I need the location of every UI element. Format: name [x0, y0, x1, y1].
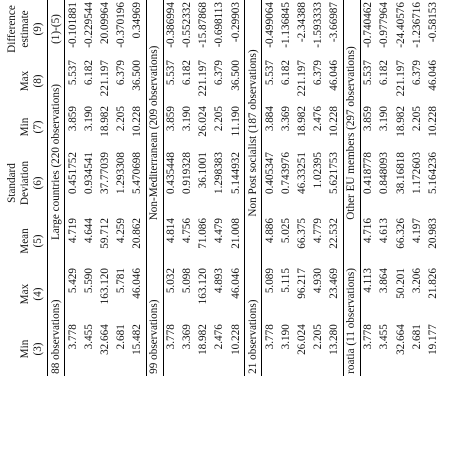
table-cell: 0.34969 — [131, 2, 143, 39]
table-cell: 18.982 — [98, 106, 111, 137]
table-cell: 66.326 — [394, 218, 407, 249]
table-row — [262, 0, 279, 376]
header-difference: Difference estimate — [0, 0, 31, 58]
section-header-row — [343, 0, 360, 376]
section-header-row — [48, 0, 65, 376]
table-row — [180, 0, 196, 376]
table-cell: -0.386994 — [165, 2, 178, 48]
table-cell: 38.16818 — [394, 152, 407, 194]
table-cell: 3.778 — [263, 324, 276, 350]
table-cell: 0.848093 — [378, 152, 391, 194]
section-header-row — [245, 0, 262, 376]
table-cell: 23.469 — [328, 268, 341, 299]
table-cell: 5.164236 — [426, 152, 439, 194]
table-cell: 20.983 — [426, 218, 439, 249]
section-right-label: Non-Mediterranean (209 observations) — [146, 0, 163, 266]
table-cell: -0.740462 — [362, 2, 375, 48]
colnum: (8) — [31, 58, 48, 104]
table-cell: 3.190 — [279, 324, 292, 350]
table-cell: 2.205 — [312, 324, 325, 350]
table-cell: 4.779 — [312, 218, 325, 244]
table-cell: 3.369 — [181, 324, 194, 350]
colnum: (6) — [31, 150, 48, 216]
table-row — [409, 0, 425, 376]
colnum: (9) — [31, 0, 48, 58]
table-cell: 4.886 — [263, 218, 276, 244]
table-cell: 4.716 — [362, 218, 375, 244]
table-cell: 21.008 — [229, 218, 242, 249]
table-cell: 10.228 — [328, 106, 341, 137]
table-cell: -15.87868 — [197, 2, 210, 48]
table-cell: 1.02395 — [312, 152, 325, 189]
table-cell: 26.024 — [197, 106, 210, 137]
table-cell: 6.182 — [378, 60, 391, 86]
table-cell: -0.229544 — [82, 2, 95, 48]
table-cell: 32.664 — [98, 324, 111, 355]
section-right-label: Non Post socialist (187 observations) — [245, 0, 262, 266]
table-cell: -1.236716 — [410, 2, 423, 48]
table-cell: -3.66987 — [328, 2, 341, 43]
table-cell: 2.681 — [410, 324, 423, 350]
table-cell: 5.781 — [114, 268, 127, 294]
table-cell: 19.177 — [426, 324, 439, 355]
table-cell: 3.884 — [263, 106, 276, 132]
table-cell: 6.379 — [312, 60, 325, 86]
table-cell: 36.1001 — [197, 152, 210, 189]
table-cell: 163.120 — [197, 268, 210, 305]
table-body — [48, 0, 442, 376]
section-left-label: 21 observations) — [245, 266, 262, 376]
table-cell: 5.115 — [279, 268, 292, 293]
table-cell: 4.613 — [378, 218, 391, 244]
table-row — [228, 0, 245, 376]
table-cell: -24.40576 — [394, 2, 407, 48]
table-cell: -0.101881 — [66, 2, 79, 48]
table-cell: 3.778 — [362, 324, 375, 350]
table-cell: 0.743976 — [279, 152, 292, 194]
table-row — [196, 0, 212, 376]
table-cell: 2.476 — [213, 324, 226, 350]
table-cell: 4.930 — [312, 268, 325, 294]
section-right-label: Other EU members (297 observations) — [343, 0, 360, 266]
header-sd: Standard Deviation — [0, 150, 31, 216]
table-cell: -1.136845 — [279, 2, 292, 48]
table-cell: 0.418778 — [362, 152, 375, 194]
table-cell: 10.228 — [131, 106, 143, 137]
section-header-row — [146, 0, 163, 376]
table-cell: 6.182 — [82, 60, 95, 86]
table-cell: -0.370196 — [114, 2, 127, 48]
table-cell: -1.593333 — [312, 2, 325, 48]
table-cell: 22.532 — [328, 218, 341, 249]
table-cell: 5.032 — [165, 268, 178, 294]
table-cell: 4.479 — [213, 218, 226, 244]
table-cell: 50.201 — [394, 268, 407, 299]
table-row — [81, 0, 97, 376]
table-cell: 6.182 — [181, 60, 194, 86]
table-cell: 4.197 — [410, 218, 423, 244]
table-cell: 221.197 — [394, 60, 407, 97]
table-cell: 3.859 — [66, 106, 79, 132]
table-cell: 5.098 — [181, 268, 194, 294]
colnum: (7) — [31, 104, 48, 150]
table-cell: 18.982 — [197, 324, 210, 355]
table-cell: 2.205 — [410, 106, 423, 132]
difference-sub-label: (1)-(5) — [48, 0, 65, 58]
table-cell: -0.977964 — [378, 2, 391, 48]
table-cell: 221.197 — [98, 60, 111, 97]
table-cell: 3.455 — [378, 324, 391, 350]
table-row — [65, 0, 82, 376]
table-cell: 0.919328 — [181, 152, 194, 194]
table-row — [97, 0, 113, 376]
table-cell: 0.435448 — [165, 152, 178, 194]
table-cell: 4.113 — [362, 268, 375, 293]
colnum: (4) — [31, 266, 48, 322]
header-max: Max — [0, 266, 31, 322]
header-min: Min — [0, 322, 31, 376]
header-mean: Mean — [0, 216, 31, 266]
table-cell: -0.58153 — [426, 2, 439, 43]
table-cell: 96.217 — [295, 268, 308, 299]
table-cell: 163.120 — [98, 268, 111, 305]
table-cell: 46.046 — [229, 268, 242, 299]
table-cell: 5.429 — [66, 268, 79, 294]
table-cell: 2.205 — [213, 106, 226, 132]
table-cell: 20.862 — [131, 218, 143, 249]
table-cell: 15.482 — [131, 324, 143, 355]
table-cell: 6.379 — [213, 60, 226, 86]
table-cell: 1.293308 — [114, 152, 127, 194]
table-row — [130, 0, 147, 376]
table-row — [360, 0, 377, 376]
table-cell: -0.499064 — [263, 2, 276, 48]
table-cell: 6.379 — [410, 60, 423, 86]
table-row — [393, 0, 409, 376]
table-cell: 5.025 — [279, 218, 292, 244]
table-cell: -0.698113 — [213, 2, 226, 48]
table-cell: 46.046 — [328, 60, 341, 91]
table-cell: 46.33251 — [295, 152, 308, 194]
table-cell: 66.375 — [295, 218, 308, 249]
header-max2: Max — [0, 58, 31, 104]
table-cell: 0.451752 — [66, 152, 79, 194]
table-cell: 18.982 — [295, 106, 308, 137]
table-cell: 4.719 — [66, 218, 79, 244]
table-cell: 6.182 — [279, 60, 292, 86]
table-cell: 46.046 — [131, 268, 143, 299]
table-cell: 59.712 — [98, 218, 111, 249]
table-row — [278, 0, 294, 376]
table-cell: 5.621753 — [328, 152, 341, 194]
table-cell: 3.859 — [165, 106, 178, 132]
table-cell: 11.190 — [229, 106, 242, 137]
table-cell: 5.537 — [165, 60, 178, 86]
table-cell: 18.982 — [394, 106, 407, 137]
table-cell: 10.228 — [229, 324, 242, 355]
table-cell: 2.681 — [114, 324, 127, 350]
table-cell: 3.190 — [378, 106, 391, 132]
table-cell: 221.197 — [295, 60, 308, 97]
table-cell: 5.590 — [82, 268, 95, 294]
table-cell: -0.29903 — [229, 2, 242, 43]
table-row — [311, 0, 327, 376]
table-cell: 36.500 — [131, 60, 143, 91]
table-cell: 37.77039 — [98, 152, 111, 194]
table-cell: 26.024 — [295, 324, 308, 355]
table-cell: 1.298383 — [213, 152, 226, 194]
table-cell: 3.369 — [279, 106, 292, 132]
table-cell: 3.190 — [181, 106, 194, 132]
table-cell: 0.405347 — [263, 152, 276, 194]
table-cell: 10.228 — [426, 106, 439, 137]
section-left-label: roatia (11 observations) — [343, 266, 360, 376]
table-cell: 2.205 — [114, 106, 127, 132]
colnum: (5) — [31, 216, 48, 266]
table-cell: 3.778 — [165, 324, 178, 350]
table-cell: -2.34388 — [295, 2, 308, 43]
table-cell: 5.537 — [362, 60, 375, 86]
table-cell: 20.09964 — [98, 2, 111, 44]
colnum: (3) — [31, 322, 48, 376]
table-row — [163, 0, 180, 376]
section-left-label: 88 observations) — [48, 266, 65, 376]
table-cell: 4.259 — [114, 218, 127, 244]
table-row — [212, 0, 228, 376]
table-cell: 36.500 — [229, 60, 242, 91]
table-cell: 46.046 — [426, 60, 439, 91]
table-cell: 4.644 — [82, 218, 95, 244]
table-row — [113, 0, 129, 376]
table-cell: 3.190 — [82, 106, 95, 132]
table-cell: 3.778 — [66, 324, 79, 350]
table-cell: 4.814 — [165, 218, 178, 244]
table-cell: 5.089 — [263, 268, 276, 294]
table-cell: 32.664 — [394, 324, 407, 355]
table-cell: 3.206 — [410, 268, 423, 294]
header-row — [0, 0, 31, 376]
table-cell: 6.379 — [114, 60, 127, 86]
table-cell: 13.280 — [328, 324, 341, 355]
table-cell: 4.893 — [213, 268, 226, 294]
section-left-label: 99 observations) — [146, 266, 163, 376]
table-cell: 5.537 — [263, 60, 276, 86]
table-cell: -0.552332 — [181, 2, 194, 48]
table-row — [425, 0, 441, 376]
table-row — [327, 0, 344, 376]
table-cell: 4.756 — [181, 218, 194, 244]
table-cell: 71.086 — [197, 218, 210, 249]
column-number-row — [31, 0, 48, 376]
table-cell: 0.934541 — [82, 152, 95, 194]
table-cell: 5.537 — [66, 60, 79, 86]
table-cell: 3.864 — [378, 268, 391, 294]
section-right-label: Large countries (220 observations) — [48, 58, 65, 266]
table-row — [377, 0, 393, 376]
table-cell: 5.144932 — [229, 152, 242, 194]
table-cell: 2.476 — [312, 106, 325, 132]
table-cell: 3.455 — [82, 324, 95, 350]
table-cell: 221.197 — [197, 60, 210, 97]
table-cell: 3.859 — [362, 106, 375, 132]
table-cell: 21.826 — [426, 268, 439, 299]
table-row — [295, 0, 311, 376]
header-min2: Min — [0, 104, 31, 150]
table-cell: 1.172603 — [410, 152, 423, 194]
table-cell: 5.470698 — [131, 152, 143, 194]
